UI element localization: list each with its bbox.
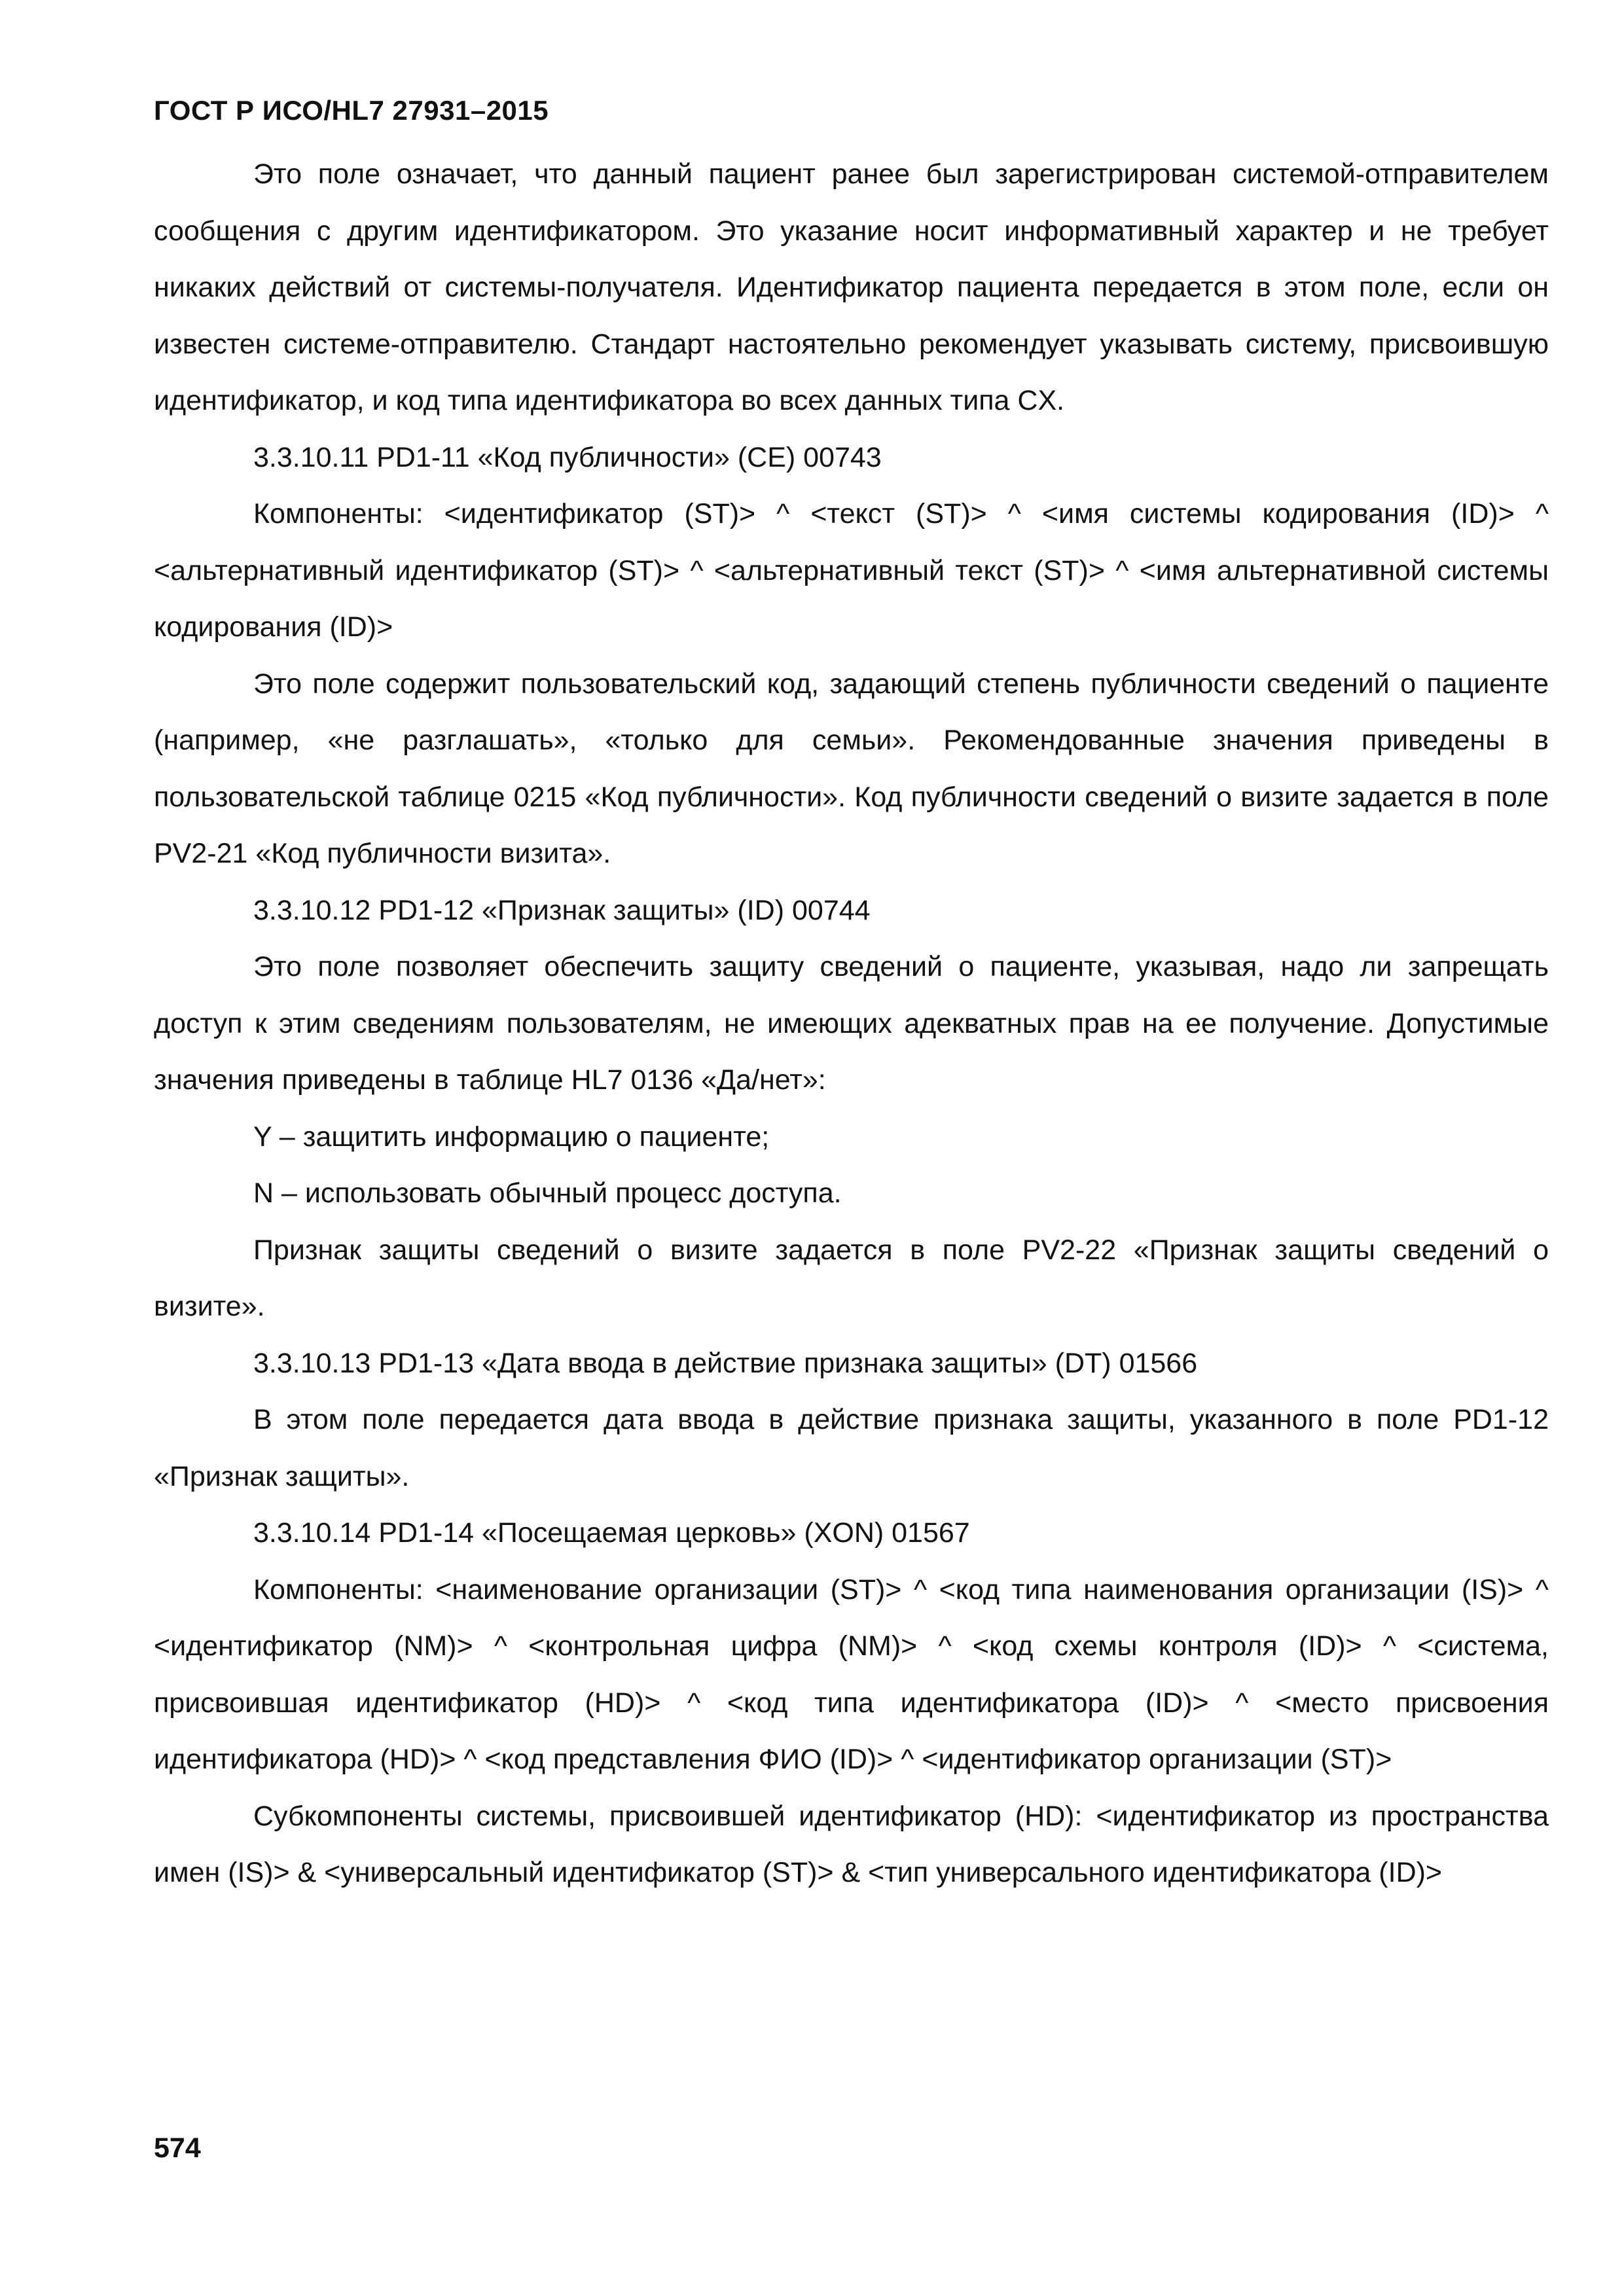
section-heading-pd1-12: 3.3.10.12 PD1-12 «Признак защиты» (ID) 00744 — [253, 894, 871, 926]
paragraph-value-y: Y – защитить информацию о пациенте; — [253, 1121, 770, 1153]
page-number: 574 — [154, 2132, 201, 2164]
section-heading-pd1-14: 3.3.10.14 PD1-14 «Посещаемая церковь» (XON) 01567 — [253, 1517, 970, 1549]
paragraph-value-n: N – использовать обычный процесс доступа. — [253, 1177, 842, 1209]
paragraph-pd1-11-description: Это поле содержит пользовательский код, задающий степень публичности сведений о пациенте (например, «не разглашать», «только для семьи». Рекомендованные значения приведены в пользовательской таблице 0215 «Код публичности». Код публичности сведений о визите задается в поле PV2-21 «Код публичности визита». — [154, 668, 1549, 869]
paragraph-pd1-14-components: Компоненты: <наименование организации (ST)> ^ <код типа наименования организации (IS)> ^ <идентификатор (NM)> ^ <контрольная цифра (NM)> ^ <код схемы контроля (ID)> ^ <система, присвоившая идентификатор (HD)> ^ <код типа идентификатора (ID)> ^ <место присвоения идентификатора (HD)> ^ <код представления ФИО (ID)> ^ <идентификатор организации (ST)> — [154, 1573, 1549, 1775]
document-body — [154, 146, 1549, 1901]
paragraph-pd1-14-subcomponents: Субкомпоненты системы, присвоившей идентификатор (HD): <идентификатор из пространства имен (IS)> & <универсальный идентификатор (ST)> & <тип универсального идентификатора (ID)> — [154, 1800, 1549, 1888]
paragraph-visit-protection: Признак защиты сведений о визите задается в поле PV2-22 «Признак защиты сведений о визите». — [154, 1234, 1549, 1322]
standard-header: ГОСТ Р ИСО/HL7 27931–2015 — [154, 95, 549, 126]
paragraph-previous-id-description: Это поле означает, что данный пациент ранее был зарегистрирован системой-отправителем сообщения с другим идентификатором. Это указание носит информативный характер и не требует никаких действий от системы-получателя. Идентификатор пациента передается в этом поле, если он известен системе-отправителю. Стандарт настоятельно рекомендует указывать систему, присвоившую идентификатор, и код типа идентификатора во всех данных типа CX. — [154, 158, 1549, 416]
section-heading-pd1-11: 3.3.10.11 PD1-11 «Код публичности» (CE) 00743 — [253, 441, 882, 473]
section-heading-pd1-13: 3.3.10.13 PD1-13 «Дата ввода в действие признака защиты» (DT) 01566 — [253, 1347, 1198, 1379]
paragraph-pd1-11-components: Компоненты: <идентификатор (ST)> ^ <текст (ST)> ^ <имя системы кодирования (ID)> ^ <альтернативный идентификатор (ST)> ^ <альтернативный текст (ST)> ^ <имя альтернативной системы кодирования (ID)> — [154, 498, 1549, 643]
paragraph-pd1-12-description: Это поле позволяет обеспечить защиту сведений о пациенте, указывая, надо ли запрещать доступ к этим сведениям пользователям, не имеющих адекватных прав на ее получение. Допустимые значения приведены в таблице HL7 0136 «Да/нет»: — [154, 951, 1549, 1096]
paragraph-pd1-13-description: В этом поле передается дата ввода в действие признака защиты, указанного в поле PD1-12 «Признак защиты». — [154, 1404, 1549, 1492]
